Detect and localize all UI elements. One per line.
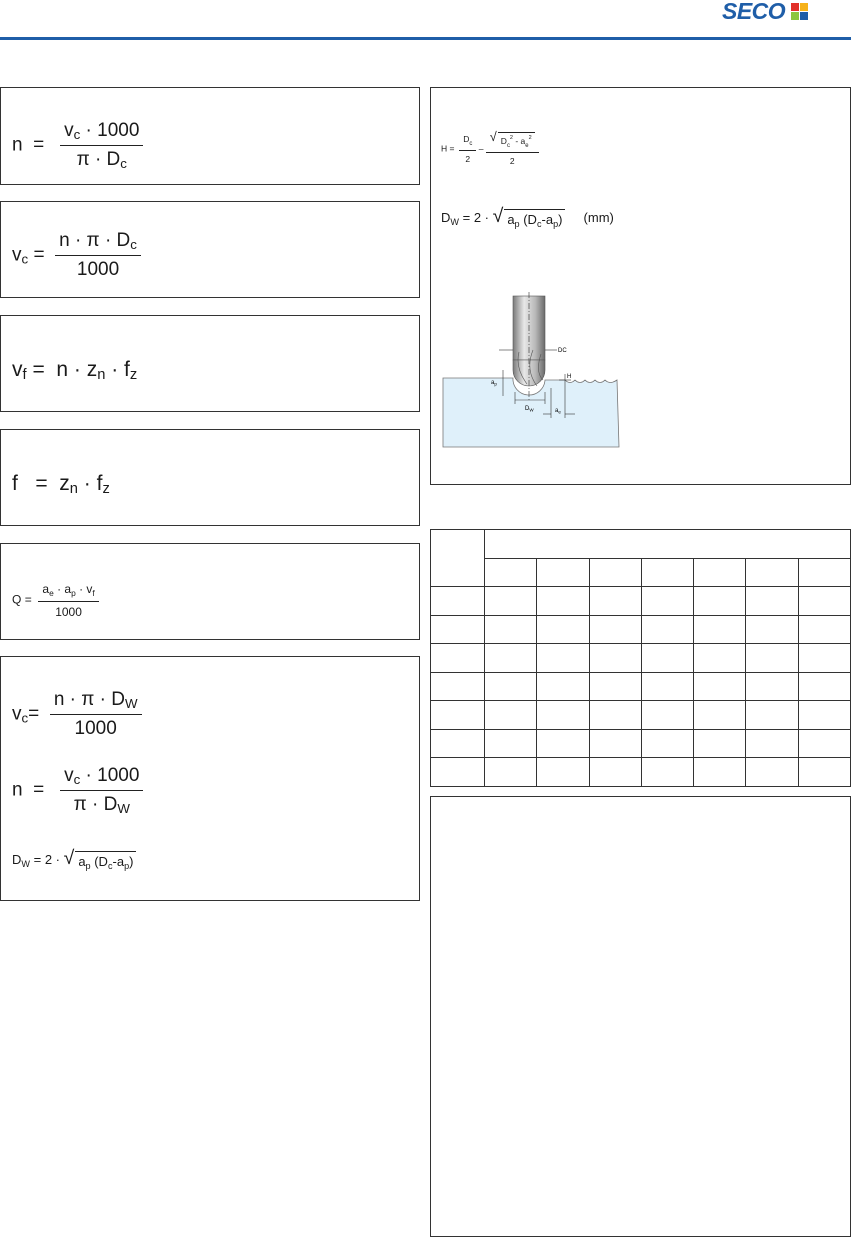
formula-fraction — [50, 689, 142, 740]
table-cell — [746, 587, 798, 616]
term-2: · f — [77, 472, 103, 495]
table-cell — [746, 672, 798, 701]
formula-vc-effective — [12, 689, 142, 740]
ball-nose-cutter-diagram — [441, 292, 625, 452]
term-2-sub: z — [129, 367, 138, 383]
formula-lhs-sub: f — [22, 367, 27, 383]
den-var: 2 — [465, 154, 471, 164]
formula-eq: = — [33, 779, 45, 801]
table-cell — [484, 758, 536, 787]
label-ae: $a_e$ — [555, 408, 561, 415]
table-cell — [431, 729, 485, 758]
rad-open: (D — [90, 854, 108, 869]
ball-nose-diagram-box — [430, 87, 851, 485]
table-cell — [641, 587, 693, 616]
formula-fraction — [55, 230, 141, 281]
table-cell — [484, 701, 536, 730]
rad-p-sub: p — [124, 861, 130, 871]
rad-mid: -a — [541, 212, 554, 227]
table-cell — [589, 587, 641, 616]
num-c-sub: f — [92, 588, 95, 598]
table-header-cell — [798, 558, 850, 587]
label-ap: $a_p$ — [491, 380, 497, 387]
formula-feed-per-rev — [12, 472, 110, 497]
formula-table-feed — [12, 358, 137, 383]
table-cell — [537, 644, 589, 673]
table-row — [431, 672, 851, 701]
table-header-cell — [484, 558, 536, 587]
formula-spindle-speed — [12, 120, 143, 171]
num-a-sub: e — [49, 588, 54, 598]
table-corner-cell — [431, 530, 485, 587]
table-cell — [694, 729, 746, 758]
notes-box — [430, 796, 851, 1237]
table-cell — [641, 615, 693, 644]
table-cell — [798, 672, 850, 701]
formula-cusp-height — [441, 129, 539, 166]
table-cell — [694, 672, 746, 701]
rad-b-sup: 2 — [528, 135, 532, 141]
num-b: · a — [53, 582, 72, 596]
table-row — [431, 729, 851, 758]
label-dc: DC — [558, 348, 567, 354]
header-rule — [0, 37, 851, 40]
table-cell — [537, 615, 589, 644]
table-cell — [694, 701, 746, 730]
table-cell — [694, 615, 746, 644]
formula-lhs: v — [12, 244, 22, 266]
num-sub: c — [73, 772, 81, 787]
formula-n-effective — [12, 765, 143, 816]
label-dw: $D_W$ — [525, 406, 534, 413]
rad-c-sub: c — [536, 219, 542, 229]
unit-label: (mm) — [583, 210, 614, 225]
term-1-sub: n — [69, 481, 78, 497]
formula-box-table-feed — [0, 315, 420, 412]
table-cell — [589, 701, 641, 730]
num-sub: c — [469, 141, 473, 147]
rad-mid: - a — [512, 136, 526, 146]
formula-lhs: v — [12, 358, 23, 381]
table-cell — [746, 615, 798, 644]
formula-eq: = — [33, 244, 45, 266]
table-cell — [589, 644, 641, 673]
data-table — [430, 529, 851, 787]
table-cell — [537, 587, 589, 616]
num-sub: c — [130, 237, 137, 252]
formula-eq: = — [32, 358, 45, 381]
formula-box-effective-diameter — [0, 656, 420, 901]
sqrt-symbol: √ $a_p$ $(D_c-a_p)$ — [64, 851, 137, 871]
table-cell — [798, 701, 850, 730]
table-cell — [641, 701, 693, 730]
table-cell — [484, 729, 536, 758]
formula-fraction — [60, 120, 143, 171]
formula-cutting-speed — [12, 230, 141, 281]
table-cell — [484, 587, 536, 616]
table-cell — [589, 615, 641, 644]
minus-sign: – — [478, 143, 484, 154]
den-var: 1000 — [55, 605, 82, 619]
den-var: 1000 — [76, 259, 120, 280]
sqrt-symbol: √ $D_c^2 - a_e^2$ — [490, 132, 535, 149]
table-row — [431, 615, 851, 644]
table-cell — [431, 701, 485, 730]
formula-lhs-sub: c — [21, 710, 29, 726]
formula-lhs: Q — [12, 592, 22, 607]
table-cell — [431, 758, 485, 787]
den-var: π · D — [76, 149, 121, 170]
rad-a: a — [507, 212, 515, 227]
formula-lhs: H = — [441, 143, 455, 154]
table-header-cell — [589, 558, 641, 587]
rad-c-sub: c — [107, 861, 113, 871]
formula-box-feed-per-rev — [0, 429, 420, 526]
formula-box-spindle-speed — [0, 87, 420, 185]
table-cell — [798, 729, 850, 758]
num-a: a — [42, 582, 50, 596]
rad-mid: -a — [112, 854, 125, 869]
rad-a: D — [500, 136, 507, 146]
formula-eq: = 2 · — [462, 210, 489, 225]
table-cell — [694, 758, 746, 787]
num-rest: · 1000 — [80, 765, 140, 786]
table-header-cell — [641, 558, 693, 587]
table-cell — [484, 615, 536, 644]
table-header-cell — [694, 558, 746, 587]
table-cell — [746, 644, 798, 673]
logo-mark-icon — [791, 3, 808, 20]
logo-tile — [791, 3, 799, 11]
table-cell — [746, 758, 798, 787]
rad-b-sub: e — [525, 143, 529, 149]
den-sub: c — [120, 156, 127, 171]
table-cell — [589, 672, 641, 701]
table-cell — [589, 729, 641, 758]
table-cell — [641, 644, 693, 673]
formula-metal-removal — [12, 582, 99, 619]
formula-eq: = — [28, 703, 40, 725]
rad-p-sub: p — [553, 219, 559, 229]
table-cell — [798, 587, 850, 616]
formula-fraction-2 — [486, 129, 539, 166]
table-row — [431, 587, 851, 616]
term-1: n · z — [56, 358, 98, 381]
table-cell — [589, 758, 641, 787]
table-cell — [431, 644, 485, 673]
table-cell — [537, 672, 589, 701]
table-cell — [746, 729, 798, 758]
table-cell — [641, 672, 693, 701]
den-sub: W — [117, 801, 130, 816]
rad-a-sub: p — [85, 861, 91, 871]
table-cell — [431, 615, 485, 644]
brand-name: SECO — [722, 0, 786, 24]
den-var: π · D — [73, 794, 118, 815]
logo-tile — [800, 12, 808, 20]
num-rest: · 1000 — [80, 120, 140, 141]
workpiece — [443, 378, 619, 447]
num-sub: W — [125, 696, 138, 711]
logo-tile — [791, 12, 799, 20]
rad-a: a — [78, 854, 86, 869]
num-var: D — [463, 134, 470, 144]
table-row — [431, 644, 851, 673]
table-cell — [641, 729, 693, 758]
formula-dw-effective — [12, 847, 136, 871]
formula-lhs-sub: W — [450, 217, 459, 227]
formula-box-cutting-speed — [0, 201, 420, 298]
table-cell — [694, 587, 746, 616]
formula-eq: = — [35, 472, 48, 495]
term-1-sub: n — [97, 367, 106, 383]
formula-lhs: n — [12, 134, 23, 156]
den-var: 2 — [509, 156, 515, 166]
formula-fraction — [459, 134, 476, 164]
formula-eq: = 2 · — [33, 852, 60, 867]
formula-lhs: n — [12, 779, 23, 801]
num-var: n · π · D — [59, 230, 131, 251]
table-cell — [798, 644, 850, 673]
formula-lhs: v — [12, 703, 22, 725]
formula-lhs-sub: W — [21, 859, 30, 869]
rad-close: ) — [558, 212, 563, 227]
sqrt-symbol: √ $a_p$ $(D_c-a_p)$ — [493, 209, 566, 229]
num-c: · v — [75, 582, 93, 596]
term-2-sub: z — [102, 481, 110, 497]
table-cell — [798, 758, 850, 787]
table-cell — [484, 644, 536, 673]
formula-box-metal-removal — [0, 543, 420, 640]
rad-a-sub: c — [506, 143, 510, 149]
table-cell — [537, 758, 589, 787]
table-cell — [484, 672, 536, 701]
table-cell — [431, 672, 485, 701]
formula-lhs: D — [12, 852, 22, 867]
table-group-header — [484, 530, 850, 559]
formula-lhs: f — [12, 472, 18, 495]
formula-lhs-sub: c — [21, 251, 29, 267]
term-2: · f — [105, 358, 130, 381]
table-row — [431, 701, 851, 730]
label-h: H — [567, 374, 572, 380]
rad-a-sup: 2 — [509, 135, 513, 141]
table-cell — [694, 644, 746, 673]
table-header-cell — [537, 558, 589, 587]
num-b-sub: p — [71, 588, 76, 598]
num-var: v — [64, 120, 74, 141]
rad-open: (D — [519, 212, 537, 227]
den-var: 1000 — [74, 718, 117, 739]
table-row — [431, 758, 851, 787]
formula-eq: = — [24, 592, 32, 607]
logo-tile — [800, 3, 808, 11]
rad-a-sub: p — [514, 219, 520, 229]
table-header-cell — [746, 558, 798, 587]
table-cell — [537, 701, 589, 730]
formula-fraction — [38, 582, 98, 619]
table-cell — [431, 587, 485, 616]
table-cell — [537, 729, 589, 758]
term-1: z — [59, 472, 70, 495]
formula-dw-right — [441, 205, 614, 229]
num-var: n · π · D — [53, 689, 125, 710]
table-cell — [798, 615, 850, 644]
formula-lhs: D — [441, 210, 451, 225]
table-cell — [746, 701, 798, 730]
table-cell — [641, 758, 693, 787]
num-sub: c — [73, 127, 81, 142]
rad-close: ) — [129, 854, 134, 869]
formula-eq: = — [33, 134, 45, 156]
formula-fraction — [60, 765, 143, 816]
num-var: v — [64, 765, 74, 786]
seco-logo — [722, 0, 808, 22]
